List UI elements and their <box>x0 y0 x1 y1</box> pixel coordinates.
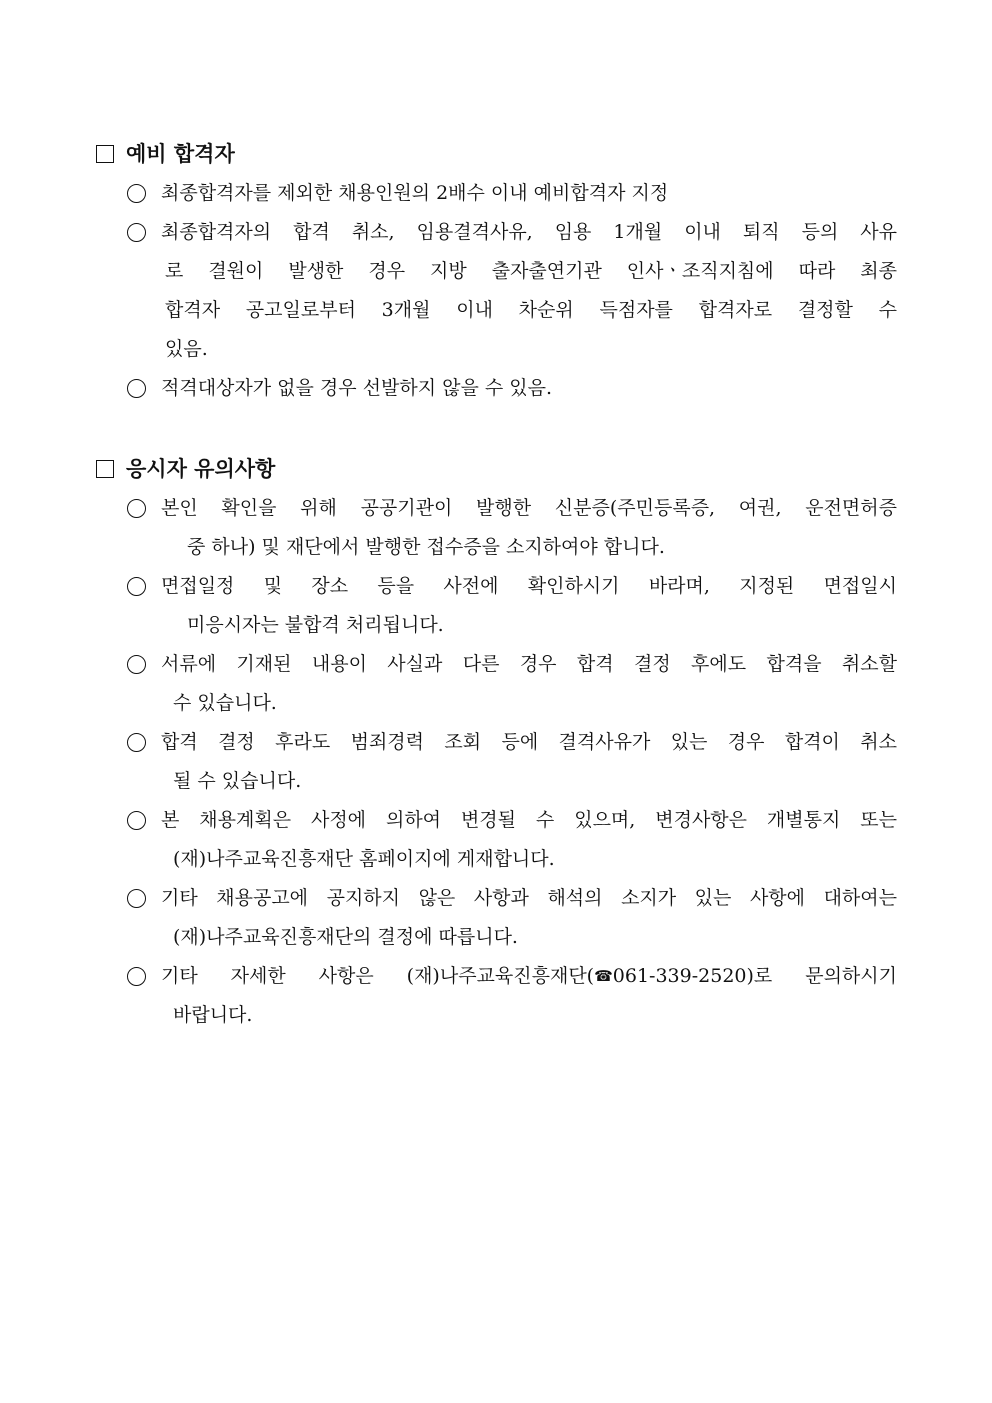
item-text: 최종합격자를 제외한 채용인원의 2배수 이내 예비합격자 지정 <box>161 182 669 204</box>
circle-bullet-icon <box>127 733 146 752</box>
circle-bullet-icon <box>127 811 146 830</box>
item-text: 미응시자는 불합격 처리됩니다. <box>187 614 444 636</box>
circle-bullet-icon <box>127 499 146 518</box>
circle-bullet-icon <box>127 379 146 398</box>
item-text: 기타 채용공고에 공지하지 않은 사항과 해석의 소지가 있는 사항에 대하여는 <box>161 887 897 909</box>
item-text: 서류에 기재된 내용이 사실과 다른 경우 합격 결정 후에도 합격을 취소할 <box>161 653 897 675</box>
circle-bullet-icon <box>127 184 146 203</box>
section-title-text: 예비 합격자 <box>126 141 235 166</box>
square-bullet-icon <box>96 145 114 163</box>
circle-bullet-icon <box>127 223 146 242</box>
item-text: (재)나주교육진흥재단의 결정에 따릅니다. <box>173 926 518 948</box>
item-text: (재)나주교육진흥재단 홈페이지에 게재합니다. <box>173 848 555 870</box>
item-text: 될 수 있습니다. <box>173 770 302 792</box>
section-title-applicant-notes <box>96 455 275 483</box>
item-text <box>161 957 897 996</box>
phone-number: 061-339-2520 <box>612 965 747 987</box>
item-text: 합격 결정 후라도 범죄경력 조회 등에 결격사유가 있는 경우 합격이 취소 <box>161 731 897 753</box>
item-text: 본 채용계획은 사정에 의하여 변경될 수 있으며, 변경사항은 개별통지 또는 <box>161 809 897 831</box>
item-text: 면접일정 및 장소 등을 사전에 확인하시기 바라며, 지정된 면접일시 <box>161 575 897 597</box>
circle-bullet-icon <box>127 967 146 986</box>
item-text: 있음. <box>165 338 208 360</box>
circle-bullet-icon <box>127 889 146 908</box>
contact-text-end: )로 문의하시기 <box>746 965 897 987</box>
item-text: 로 결원이 발생한 경우 지방 출자출연기관 인사ㆍ조직지침에 따라 최종 <box>165 260 897 282</box>
item-text: 중 하나) 및 재단에서 발행한 접수증을 소지하여야 합니다. <box>187 536 665 558</box>
contact-text: 기타 자세한 사항은 (재)나주교육진흥재단( <box>161 965 595 987</box>
square-bullet-icon <box>96 460 114 478</box>
phone-icon: ☎ <box>594 967 613 985</box>
item-text: 합격자 공고일로부터 3개월 이내 차순위 득점자를 합격자로 결정할 수 <box>165 299 897 321</box>
section-title-reserve-passers <box>96 140 235 168</box>
circle-bullet-icon <box>127 655 146 674</box>
item-text: 적격대상자가 없을 경우 선발하지 않을 수 있음. <box>161 377 553 399</box>
item-text: 본인 확인을 위해 공공기관이 발행한 신분증(주민등록증, 여권, 운전면허증 <box>161 497 897 519</box>
section-title-text: 응시자 유의사항 <box>126 456 276 481</box>
item-text: 바랍니다. <box>173 1004 253 1026</box>
circle-bullet-icon <box>127 577 146 596</box>
item-text: 최종합격자의 합격 취소, 임용결격사유, 임용 1개월 이내 퇴직 등의 사유 <box>161 221 897 243</box>
item-text: 수 있습니다. <box>173 692 277 714</box>
